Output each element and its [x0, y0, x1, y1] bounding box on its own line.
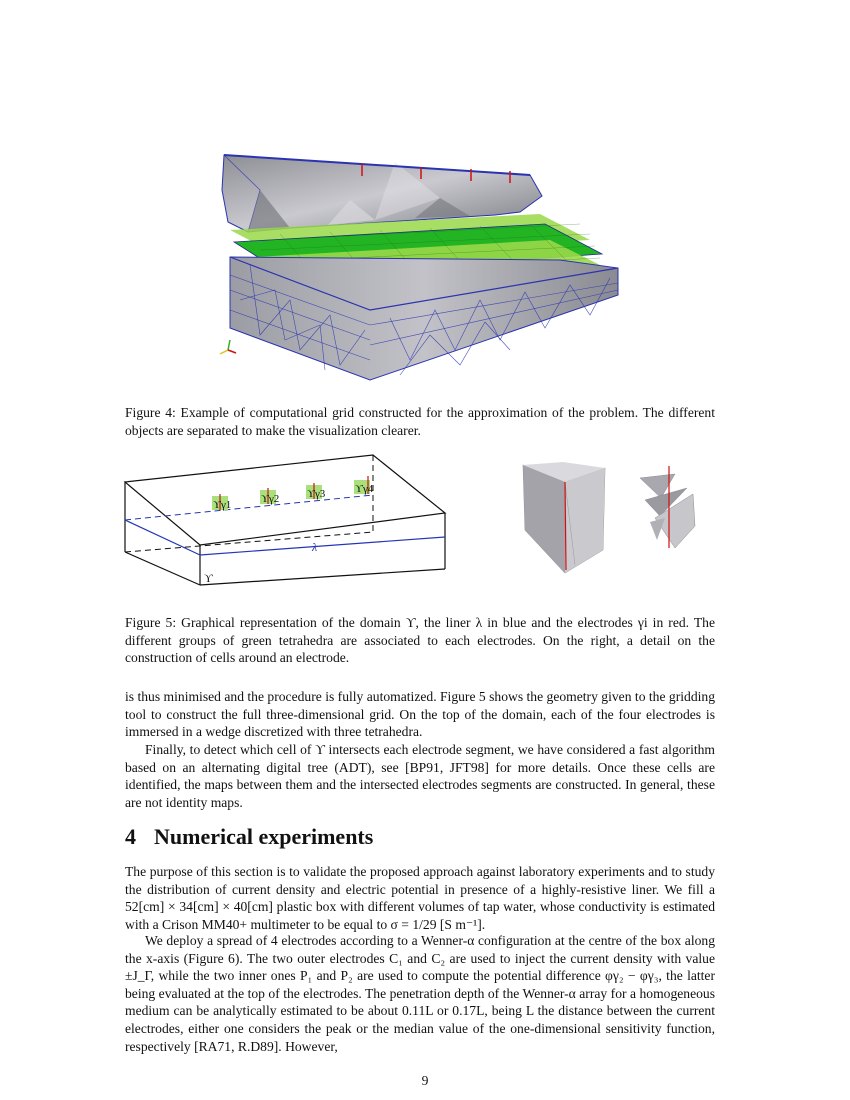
page-number: 9	[421, 1073, 429, 1088]
wedge-exploded	[640, 466, 695, 548]
body-paragraph: The purpose of this section is to validate the proposed approach against laboratory experiments and to study the distribution of current density and electric potential in presence of a highly-resistive liner. We fill a 52[cm] × 34[cm] × 40[cm] plastic box with different volumes of tap water, whose conductivity is estimated with a Crison MM40+ multimeter to be equal to σ = 1/29 [S m⁻¹].	[125, 864, 715, 932]
body-paragraph: Finally, to detect which cell of ϒ intersects each electrode segment, we have considered a fast algorithm based on an alternating digital tree (ADT), see [BP91, JFT98] for more details. Once these cells are identified, the maps between them and the intersected electrodes segments are constructed. In general, these are not identity maps.	[125, 742, 715, 810]
body-paragraph: is thus minimised and the procedure is fully automatized. Figure 5 shows the geometry given to the gridding tool to construct the full three-dimensional grid. On the top of the domain, each of the four electrodes is immersed in a wedge discretized with three tetrahedra.	[125, 689, 715, 740]
figure-5-wedge-detail	[515, 460, 715, 580]
section-number: 4	[125, 824, 136, 849]
section-title-text: Numerical experiments	[154, 824, 374, 849]
figure-4-caption: Figure 4: Example of computational grid constructed for the approximation of the problem. The different objects are separated to make the visualization clearer.	[125, 405, 715, 438]
upsilon-label: ϒ	[204, 571, 213, 585]
figure-4-mesh	[200, 150, 630, 390]
gamma4-label: ϒγ4	[355, 483, 374, 495]
electrode-group	[212, 476, 374, 511]
figure-5-caption: Figure 5: Graphical representation of the domain ϒ, the liner λ in blue and the electrodes γi in red. The different groups of green tetrahedra are associated to each electrodes. On the right, a detail on the construction of cells around an electrode.	[125, 615, 715, 666]
gamma2-label: ϒγ2	[261, 493, 280, 505]
bottom-mesh-block	[230, 257, 618, 380]
wedge-large	[523, 462, 605, 573]
section-heading	[125, 824, 373, 850]
gamma1-label: ϒγ1	[213, 499, 232, 511]
axes-glyph	[220, 340, 236, 354]
body-paragraph: We deploy a spread of 4 electrodes according to a Wenner-α configuration at the centre of the box along the x-axis (Figure 6). The two outer electrodes C₁ and C₂ are used to inject the current density with value ±J_Γ, while the two inner ones P₁ and P₂ are used to compute the potential difference φγ₂ − φγ₃, the latter being evaluated at the top of the electrodes. The penetration depth of the Wenner-α array for a homogeneous medium can be analytically estimated to be about 0.11L or 0.17L, being L the distance between the current electrodes, either one considers the peak or the median value of the one-dimensional sensitivity function, respectively [RA71, R.D89]. However,	[125, 933, 715, 1054]
liner-lambda	[125, 495, 445, 555]
gamma3-label: ϒγ3	[307, 488, 326, 500]
lambda-label: λ	[312, 540, 318, 554]
figure-5-schematic	[120, 452, 455, 597]
